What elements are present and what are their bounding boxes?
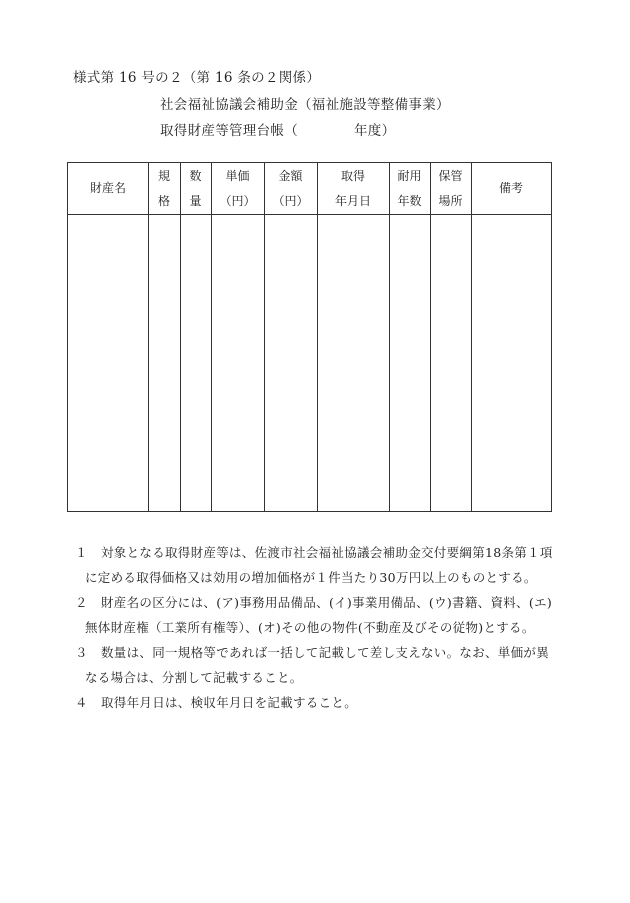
column-divider xyxy=(264,163,265,511)
column-divider xyxy=(211,163,212,511)
note-text: 数量は、同一規格等であれば一括して記載して差し支えない。なお、単価が異なる場合は、分割して記載すること。 xyxy=(85,645,550,685)
header-quantity xyxy=(180,163,211,214)
note-number: ４ xyxy=(75,695,88,710)
column-divider xyxy=(317,163,318,511)
header-label: 耐用 xyxy=(397,168,422,183)
header-useful-life xyxy=(389,163,430,214)
column-divider xyxy=(180,163,181,511)
header-spec xyxy=(148,163,180,214)
header-label: 場所 xyxy=(438,193,463,208)
document-title: 社会福祉協議会補助金（福祉施設等整備事業） xyxy=(160,97,450,113)
note-item xyxy=(75,640,557,690)
header-label: 保管 xyxy=(438,168,463,183)
header-label: （円） xyxy=(272,193,309,208)
header-storage-location xyxy=(430,163,471,214)
asset-ledger-table xyxy=(67,162,552,512)
note-item xyxy=(75,540,557,590)
header-label: 単価 xyxy=(225,168,250,183)
column-divider xyxy=(148,163,149,511)
header-label: 金額 xyxy=(278,168,303,183)
column-divider xyxy=(471,163,472,511)
header-label: 年月日 xyxy=(334,193,371,208)
subtitle-part1: 取得財産等管理台帳（ xyxy=(160,123,298,139)
document-subtitle xyxy=(160,119,395,139)
note-text: 財産名の区分には、(ア)事務用品備品、(イ)事業用備品、(ウ)書籍、資料、(エ)無体財産権（工業所有権等）、(オ)その他の物件(不動産及びその従物)とする。 xyxy=(85,595,553,635)
note-item xyxy=(75,690,557,715)
header-remarks xyxy=(471,163,551,214)
header-label: 数 xyxy=(189,168,202,183)
header-label: 備考 xyxy=(498,181,523,195)
header-asset-name xyxy=(68,163,148,214)
note-text: 取得年月日は、検収年月日を記載すること。 xyxy=(101,695,358,710)
note-number: ３ xyxy=(75,645,88,660)
header-label: 年数 xyxy=(397,193,422,208)
header-amount xyxy=(264,163,317,214)
header-label: 規 xyxy=(157,168,170,183)
header-label: 量 xyxy=(189,193,202,208)
notes-list xyxy=(75,540,557,715)
note-number: ２ xyxy=(75,595,88,610)
header-acquisition-date xyxy=(317,163,389,214)
header-label: 取得 xyxy=(340,168,365,183)
column-divider xyxy=(389,163,390,511)
note-text: 対象となる取得財産等は、佐渡市社会福祉協議会補助金交付要綱第18条第１項に定める取得価格又は効用の増加価格が１件当たり30万円以上のものとする。 xyxy=(85,545,553,585)
form-number: 様式第 16 号の２（第 16 条の２関係） xyxy=(73,70,321,86)
header-label: 財産名 xyxy=(89,181,126,195)
subtitle-part2: 年度） xyxy=(354,123,396,139)
column-divider xyxy=(430,163,431,511)
note-item xyxy=(75,590,557,640)
note-number: １ xyxy=(75,545,88,560)
header-label: （円） xyxy=(219,193,256,208)
header-label: 格 xyxy=(157,193,170,208)
header-unit-price xyxy=(211,163,264,214)
header-divider xyxy=(68,214,551,215)
